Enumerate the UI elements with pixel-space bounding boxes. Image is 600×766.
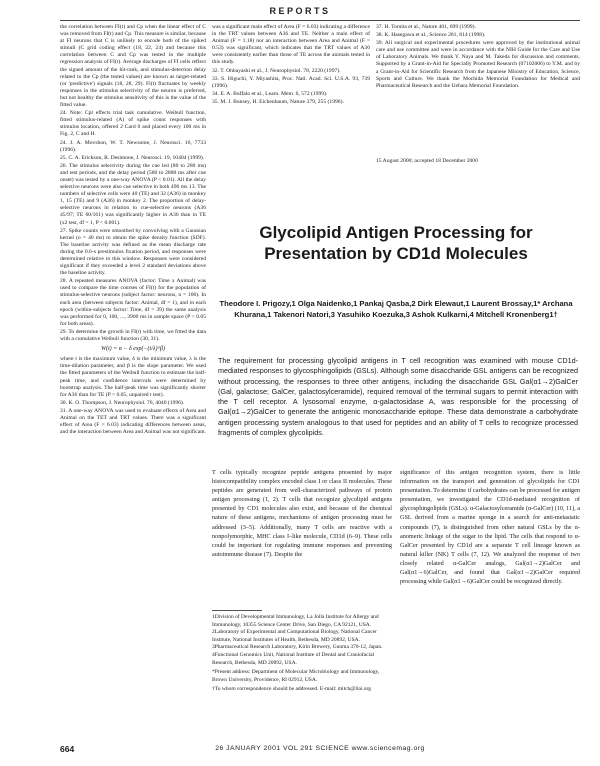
body-text-left: T cells typically recognize peptide antigens presented by major histocompatibility complex encoded class I or class II molecules. These peptides are generated from well-characterized pathways of protein antigen processing (1, 2). T cells that recognize glycolipid antigens presented by CD1 molecules also exist, and because of the chemical nature of these antigens, mechanisms of antigen processing must be addressed (3–5). Additionally, many T cells are reactive with a nonpolymorphic, MHC class I–like molecule, CD1d (6–9). These cells could be important for regulating immune responses and preventing autoimmune disease (7). Despite the	[212, 469, 392, 558]
article-title: Glycolipid Antigen Processing for Presentation by CD1d Molecules	[259, 223, 533, 263]
footnote: †To whom correspondence should be addressed. E-mail: mitch@liai.org	[212, 686, 371, 693]
affiliation-footnotes	[212, 614, 392, 696]
right-reference-column	[376, 24, 580, 91]
page-footer	[60, 744, 580, 758]
running-header: REPORTS	[269, 6, 331, 16]
ref-paragraph: the correlation between FI(t) and Cp when the linear effect of C was removed from FI(t) and Cp. This measure is similar, because at FI neurons that C is unlikely to encode both of the spiked stimuli (C grid coding effect (18, 22, 24) and because this correlation between C and Cp was tested in the multiple regression analysis of FI(t). Average discharges of FI cells reflect the signed amount of the hit-rank, and stimulus-detection delay related to the Cp (the tested values) are known as target-related (or 'predictive') signals (18, 28, 29). Fl(t) fluctuates by weekly responses in the stimulus selectivity of the neuron is preferred, but not healthy the stimulus sensitivity of this is the value of the fitted value.	[60, 24, 207, 109]
page-number: 664	[60, 744, 75, 754]
footnote-rule	[212, 610, 262, 611]
abstract: The requirement for processing glycolipid antigens in T cell recognition was examined with mouse CD1d-mediated responses to glycosphingolipids (GSLs). Although some disaccharide GSL antigens can be recognized without processing, the responses to three other antigens, including the disaccharide GSL Gal(α1→2)GalCer (Gal, galactose; GalCer, galactosylceramide), required removal of the terminal sugars to permit interaction with the T cell receptor. A lysosomal enzyme, α-galactosidase A, was responsible for the processing of Gal(α1→2)GalCer to generate the antigenic monosaccharide epitope. These data demonstrate a carbohydrate antigen processing system analogous to that used for peptides and an ability of T cells to recognize processed fragments of complex glycolipids.	[218, 356, 578, 438]
ref-paragraph: 29. To determine the growth in FI(t) with time, we fitted the data with a cumulative Weibull function (30, 31).	[60, 328, 206, 343]
left-reference-column	[60, 24, 206, 437]
ref-paragraph: 25. C. A. Erickson, R. Desimone, J. Neurosci. 19, 10404 (1999).	[60, 154, 205, 161]
author-list: Theodore I. Prigozy,1 Olga Naidenko,1 Pankaj Qasba,2 Dirk Elewaut,1 Laurent Brossay,1* Archana Khurana,1 Takenori Natori,3 Yasuhiko Koezuka,3 Ashok Kulkarni,4 Mitchell Kronenberg1†	[219, 299, 573, 319]
ref-paragraph: 26. The stimulus selectivity during the cue led (80 to 280 ms) and test periods, and the delay period (580 to 2880 ms after cue onset) was tested by a one-way ANOVA (P < 0.01). All the delay selective neurons were also cue selective in both 496 ms 13. The numbers of selective cells were 40 (TE) and 32 (A36) in monkey 1, 15 (TE) and 9 (A36) in monkey 2. The proportion of delay-selective neurons in relation to cue-selective neurons (A36 45/97; TE 60/161) was significantly higher in A36 than in TE (x2 test, df = 1, P < 0.001).	[60, 162, 206, 226]
body-text-right: significance of this antigen recognition system, there is little information on the transport and generation of glycolipids for CD1 presentation. To determine if carbohydrates can be processed for antigen presentation, we investigated the CD1d-mediated recognition of glycosphingolipids (GSLs). α-Galactosylceramide (α-GalCer) (10, 11), a GSL derived from a marine sponge in a search for anti-metastatic compounds (7), is distinguished from other natural GSLs by the α-anomeric linkage of the sugar to the lipid. The cells that respond to α-GalCer presented by CD1d are a separate T cell lineage known as natural killer (NK) T cells (7, 12). We analyzed the response of two closely related α-GalCer analogs, Gal(α1→2)GalCer and Gal(α1→6)GalCer, and found that Gal(α1→2)GalCer required processing while Gal(α1→6)GalCer could be recognized directly.	[400, 469, 580, 586]
ref-paragraph: 38. K. Hasegawa et al., Science 281, 814 (1998).	[376, 32, 486, 39]
ref-paragraph: 30. K. O. Thompson, J. Neurophysiol. 76, 4040 (1996).	[60, 399, 185, 406]
ref-paragraph: 24. J. A. Movshon, W. T. Newsome, J. Neurosci. 16, 7733 (1996).	[60, 139, 206, 153]
ref-paragraph: where t is the maximum value, δ is the minimum value, λ is the time-dilation parameter, and β is the slope parameter. We used the fitted parameters of the Weibull function to estimate the half-peak time, and confidence intervals were determined by bootstrap analysis. The half-peak time was significantly shorter for A36 than for TE (P < 0.05, unpaired t test).	[60, 356, 206, 398]
ref-paragraph: 35. M. J. Bunsey, H. Eichenbaum, Nature 379, 255 (1996).	[212, 98, 344, 105]
ref-paragraph: 24. Note: Cpl effects trial task cumulative. Weibull function, fitted stimulus-related (A) of spike count responses with stimulus location, offered 2 Card 0 and placed every 100 ms in Fig. 2, C and H.	[60, 110, 206, 138]
ref-paragraph: 27. Spike counts were smoothed by convolving with a Gaussian kernel (o = 40 ms) to obtain the spike density function (SDF). The baseline activity was defined as the mean discharge rate during the 0.6-s prestimulus fixation period, and responses were determined relative to this window. Responses were considered significant if they exceeded a level 2 standard deviations above the baseline activity.	[60, 227, 206, 277]
issue-info: 26 JANUARY 2001 VOL 291 SCIENCE www.sciencemag.org	[215, 745, 425, 752]
ref-paragraph: 34. E. A. Buffalo et al., Learn. Mem. 6, 572 (1999).	[212, 90, 328, 97]
received-date: 15 August 2000; accepted 18 December 2000	[376, 158, 478, 164]
footnote: *Present address: Department of Molecular Microbiology and Immunology, Brown University, Providence, RI 02912, USA.	[212, 669, 380, 683]
ref-paragraph: 33. S. Higuchi, Y. Miyashita, Proc. Natl. Acad. Sci. U.S.A. 93, 739 (1996).	[212, 75, 370, 89]
weibull-equation: W(t) = α − δ exp(−(t/λ)^β)	[100, 346, 166, 353]
middle-reference-column	[212, 24, 370, 107]
header-rule	[60, 20, 580, 21]
ref-paragraph: 32. T. Ohbayashi et al., J. Neurophysiol. 78, 2220 (1997).	[212, 67, 341, 74]
ref-paragraph: was a significant main effect of Area (F = 6.03) indicating a difference in the TRT values between A36 and TE. Neither a main effect of Animal (F = 1.18) nor an interaction between Area and Animal (F = 0.53) was significant, which indicates that the TRT values of A36 were consistently earlier than those of TE across the animals tested in this study.	[212, 24, 370, 66]
ref-paragraph: 31. A one-way ANOVA was used to evaluate effects of Area and Animal on the TET and TRT values. There was a significant effect of Area (F = 6.03) indicating differences between areas, and the interaction between Area and Animal was not significant.	[60, 407, 207, 436]
ref-paragraph: 28. A repeated measures ANOVA (factor: Time x Animal) was used to compare the time courses of FI(t) for the population of stimulus-selective neurons (subject factor: neurons, n = 106). In each area (between subjects factor: Animal, df = 1), and in each epoch (within-subjects factor: Time, df = 39) the same analysis was performed for 0, 100, ..., 3900 ms in sample space (P < 0.05 for both areas).	[60, 278, 206, 327]
footnote: 1Division of Developmental Immunology, La Jolla Institute for Allergy and Immunology, 10355 Science Center Drive, San Diego, CA 92121, USA. 2Laboratory of Experimental and Computational Biology, National Cancer Institute, National Institutes of Health, Bethesda, MD 20892, USA. 3Pharmaceutical Research Laboratory, Kirin Brewery, Gunma 370-12, Japan. 4Functional Genomics Unit, National Institute of Dental and Craniofacial Research, Bethesda, MD 20892, USA.	[212, 614, 383, 666]
ref-paragraph: 37. H. Tomita et al., Nature 401, 699 (1999).	[376, 24, 476, 30]
ref-paragraph: 39. All surgical and experimental procedures were approved by the institutional animal care and use committee and were in accordance with the NIH Guide for the Care and Use of Laboratory Animals. We thank Y. Naya and M. Takeda for discussion and comments. Supported by a Grant-in-Aid for Specially Promoted Research (07102006) to Y.M. and by a Grant-in-Aid for Scientific Research from the Japanese Ministry of Education, Science, Sports and Culture. We thank the Mochida Memorial Foundation for Medical and Pharmaceutical Research and the Uehara Memorial Foundation.	[376, 40, 580, 89]
